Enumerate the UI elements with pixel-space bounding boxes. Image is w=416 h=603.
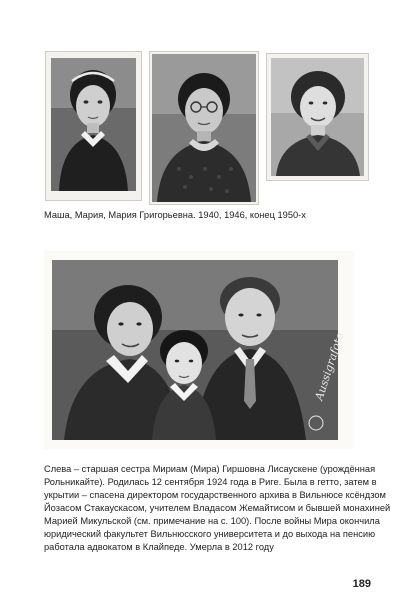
caption-bottom [44,463,391,554]
caption-line: Рольникайте). Родилась 12 сентября 1924 года в Риге. Была в гетто, затем в [44,477,377,487]
caption-line: Слева – старшая сестра Мириам (Мира) Гиршовна Лисаускене (урождённая [44,464,376,474]
caption-top: Маша, Мария, Мария Григорьевна. 1940, 1946, конец 1950-х [44,210,306,220]
photo-maria-grigoryevna-1950s [266,53,369,181]
photo-masha-1940 [45,51,142,201]
svg-text:Aussigrafoto: Aussigrafoto [312,330,347,402]
portrait-image [266,53,369,181]
caption-line: работала адвокатом в Клайпеде. Умерла в 2012 году [44,542,274,552]
portrait-image [149,51,259,205]
caption-line: укрытии – спасена директором государственного архива в Вильнюсе ксёндзом [44,490,386,500]
portrait-image [45,51,142,201]
photo-maria-1946 [149,51,259,205]
caption-line: Йозасом Стакаускасом, учителем Владасом Жемайтисом и бывшей монахиней [44,503,391,513]
page-number: 189 [352,578,371,590]
caption-line: юридический факультет Вильнюсского университета и до выхода на пенсию [44,529,376,539]
family-photo [44,251,354,449]
family-photo-image [44,251,354,449]
caption-line: Марией Микульской (см. примечание на с. 100). После войны Мира окончила [44,516,380,526]
